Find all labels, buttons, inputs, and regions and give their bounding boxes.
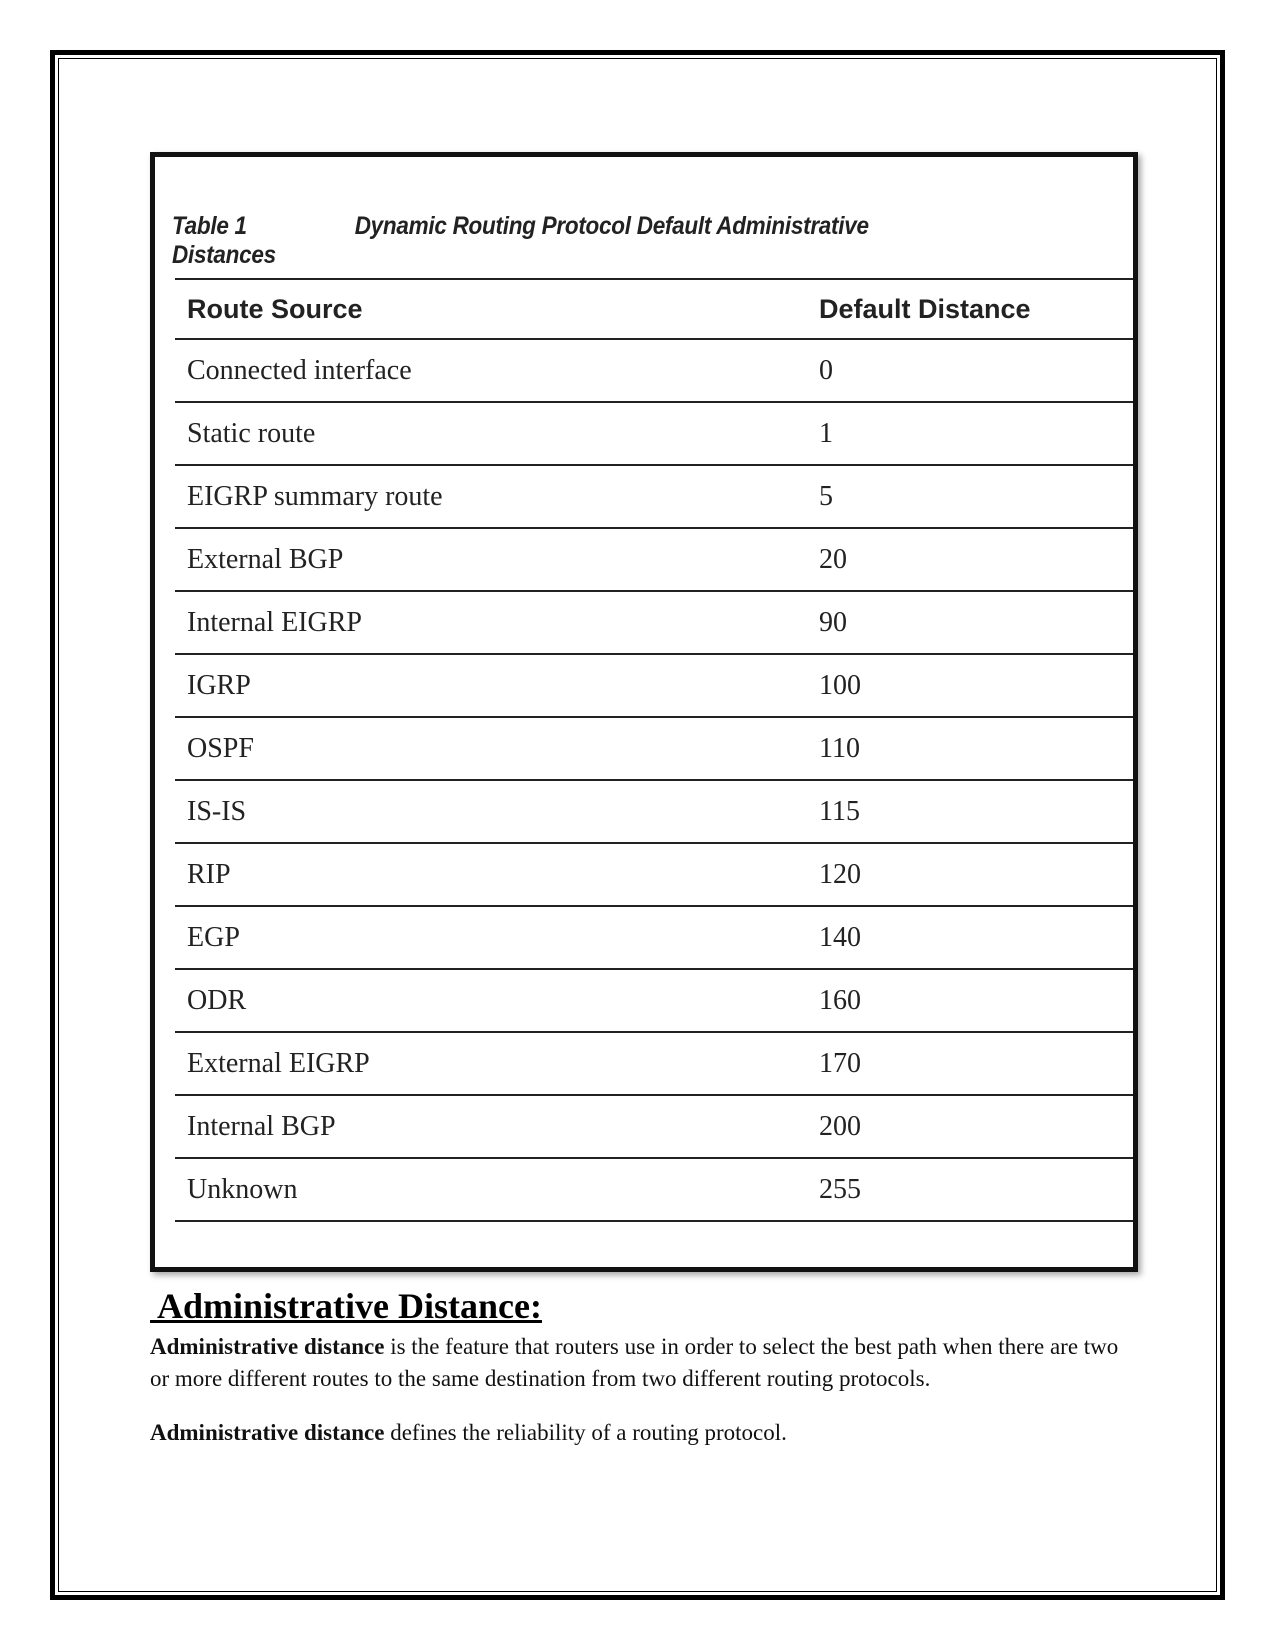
route-source-cell: External BGP xyxy=(175,528,807,591)
table-row xyxy=(175,528,1133,591)
route-source-cell: RIP xyxy=(175,843,807,906)
route-source-cell: Internal EIGRP xyxy=(175,591,807,654)
route-source-cell: EIGRP summary route xyxy=(175,465,807,528)
default-distance-cell: 160 xyxy=(807,969,1133,1032)
route-source-cell: External EIGRP xyxy=(175,1032,807,1095)
table-row xyxy=(175,402,1133,465)
table-header-row xyxy=(175,279,1133,339)
default-distance-cell: 255 xyxy=(807,1158,1133,1221)
paragraph-text: defines the reliability of a routing protocol. xyxy=(384,1420,787,1445)
paragraph-bold-term: Administrative distance xyxy=(150,1334,385,1359)
paragraph-definition xyxy=(150,1331,1130,1395)
administrative-distance-table xyxy=(175,278,1133,1222)
default-distance-cell: 0 xyxy=(807,339,1133,402)
default-distance-cell: 90 xyxy=(807,591,1133,654)
table-row xyxy=(175,843,1133,906)
section-heading: Administrative Distance: xyxy=(150,1286,542,1326)
table-row xyxy=(175,465,1133,528)
table-row xyxy=(175,654,1133,717)
route-source-cell: OSPF xyxy=(175,717,807,780)
table-row xyxy=(175,339,1133,402)
table-row xyxy=(175,1032,1133,1095)
route-source-cell: IS-IS xyxy=(175,780,807,843)
paragraph-text: is the feature that routers use in order to select the best path when there are two or more different routes to the same destination from two different routing protocols. xyxy=(150,1334,1119,1391)
table-caption-title: Dynamic Routing Protocol Default Administrative Distances xyxy=(172,212,869,269)
route-source-cell: Internal BGP xyxy=(175,1095,807,1158)
table-row xyxy=(175,969,1133,1032)
default-distance-cell: 120 xyxy=(807,843,1133,906)
header-route-source: Route Source xyxy=(175,279,807,339)
default-distance-cell: 110 xyxy=(807,717,1133,780)
default-distance-cell: 1 xyxy=(807,402,1133,465)
table-row xyxy=(175,906,1133,969)
table-row xyxy=(175,780,1133,843)
route-source-cell: IGRP xyxy=(175,654,807,717)
default-distance-cell: 20 xyxy=(807,528,1133,591)
route-source-cell: Unknown xyxy=(175,1158,807,1221)
route-source-cell: ODR xyxy=(175,969,807,1032)
default-distance-cell: 170 xyxy=(807,1032,1133,1095)
table-caption xyxy=(172,212,964,270)
table-row xyxy=(175,1158,1133,1221)
route-source-cell: EGP xyxy=(175,906,807,969)
default-distance-cell: 100 xyxy=(807,654,1133,717)
route-source-cell: Connected interface xyxy=(175,339,807,402)
table-row xyxy=(175,1095,1133,1158)
default-distance-cell: 200 xyxy=(807,1095,1133,1158)
header-default-distance: Default Distance xyxy=(807,279,1133,339)
default-distance-cell: 5 xyxy=(807,465,1133,528)
paragraph-bold-term: Administrative distance xyxy=(150,1420,385,1445)
paragraph-reliability xyxy=(150,1417,1130,1449)
table-row xyxy=(175,591,1133,654)
default-distance-cell: 140 xyxy=(807,906,1133,969)
route-source-cell: Static route xyxy=(175,402,807,465)
table-row xyxy=(175,717,1133,780)
table-caption-number: Table 1 xyxy=(172,212,247,240)
default-distance-cell: 115 xyxy=(807,780,1133,843)
